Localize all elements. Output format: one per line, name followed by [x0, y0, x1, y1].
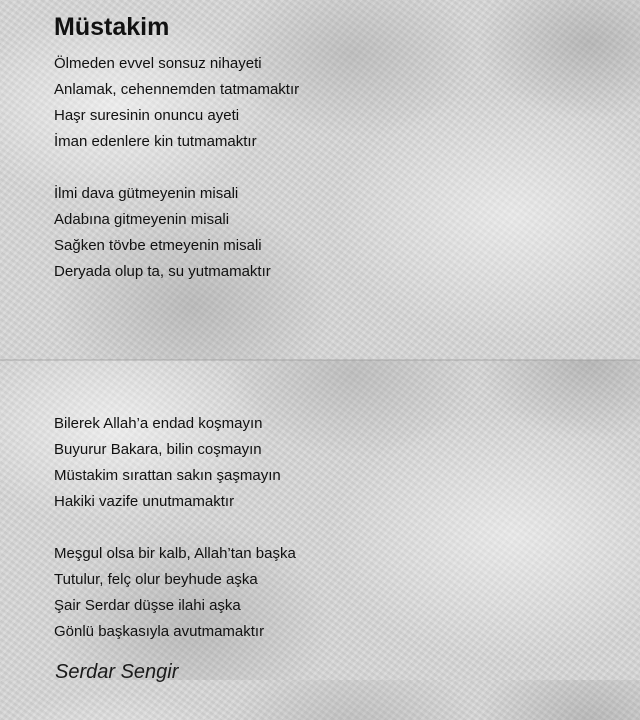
poem-line: Gönlü başkasıyla avutmamaktır [54, 623, 265, 640]
poem-line: Sağken tövbe etmeyenin misali [54, 237, 262, 254]
poem-line: Bilerek Allah’a endad koşmayın [54, 415, 263, 432]
panel-divider [0, 359, 640, 361]
poem-line: Deryada olup ta, su yutmamaktır [54, 263, 271, 280]
poem-line: Ölmeden evvel sonsuz nihayeti [54, 55, 262, 72]
stanza-3 [54, 411, 281, 515]
poem-line: İlmi dava gütmeyenin misali [54, 185, 239, 202]
poem-line: Adabına gitmeyenin misali [54, 211, 230, 228]
poem-line: Meşgul olsa bir kalb, Allah’tan başka [54, 545, 296, 562]
poem-line: Hakiki vazife unutmamaktır [54, 493, 235, 510]
poem-line: İman edenlere kin tutmamaktır [54, 133, 257, 150]
poem-line: Anlamak, cehennemden tatmamaktır [54, 81, 300, 98]
poem-line: Şair Serdar düşse ilahi aşka [54, 597, 241, 614]
poem-line: Tutulur, felç olur beyhude aşka [54, 571, 258, 588]
stanza-4 [54, 541, 296, 645]
poem-line: Buyurur Bakara, bilin coşmayın [54, 441, 262, 458]
poem-title: Müstakim [54, 13, 170, 41]
poem-line: Müstakim sırattan sakın şaşmayın [54, 467, 281, 484]
stanza-1 [54, 51, 299, 155]
poem-line: Haşr suresinin onuncu ayeti [54, 107, 240, 124]
poem-author: Serdar Sengir [55, 661, 179, 683]
stanza-2 [54, 181, 271, 285]
